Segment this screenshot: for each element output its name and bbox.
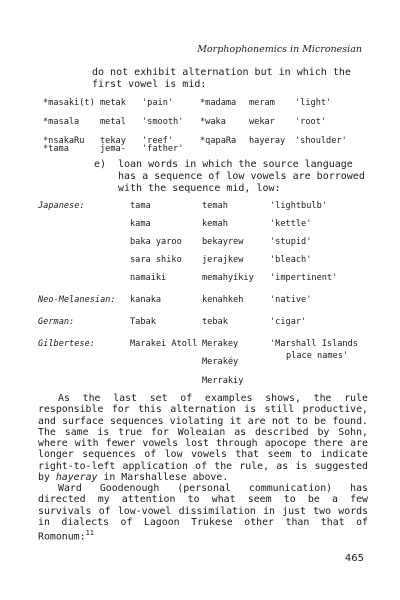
proto-form: *tama [43, 144, 69, 154]
source-word: sara shiko [130, 255, 182, 265]
proto-form: *masaki(t) [43, 98, 95, 108]
borrowed-word: temah [202, 201, 228, 211]
borrowed-word: jerajkew [202, 255, 244, 265]
paragraph-text: in Marshallese above. [97, 472, 229, 484]
gloss: 'light' [295, 98, 332, 108]
paragraph-text: Ward Goodenough (personal communication) has directed my attention to what seem to be a few survivals of low-vowel dissimilation in just two words in dialects of Lagoon Trukese other than that of Romonum: [38, 483, 368, 543]
source-word: baka yaroo [130, 237, 182, 247]
gloss: 'lightbulb' [270, 201, 327, 211]
reflex-form: metal [100, 117, 126, 127]
reflex-form: meram [249, 98, 275, 108]
gloss: 'father' [142, 144, 184, 154]
gloss: 'native' [270, 295, 312, 305]
reflex-form: jema- [100, 144, 126, 154]
section-text: loan words in which the source language has a sequence of low vowels are borrowed with the sequence mid, low: [118, 159, 365, 194]
borrowed-word: Merrakiy [202, 376, 244, 386]
borrowed-word: Merakéy [202, 357, 239, 367]
gloss: 'reef' [142, 136, 174, 146]
page-number: 465 [344, 553, 364, 564]
gloss: 'shoulder' [295, 136, 347, 146]
borrowed-word: bekayrew [202, 237, 244, 247]
borrowed-word: Merakey [202, 339, 239, 349]
source-word: namaiki [130, 273, 167, 283]
proto-form: *masala [43, 117, 80, 127]
gloss: 'bleach' [270, 255, 312, 265]
proto-form: *waka [200, 117, 226, 127]
borrowed-word: kenahkeh [202, 295, 244, 305]
source-word: Tabak [130, 317, 156, 327]
source-word: tama [130, 201, 151, 211]
language-label: Gilbertese: [38, 339, 95, 349]
source-word: kanaka [130, 295, 162, 305]
gloss: 'smooth' [142, 117, 184, 127]
reflex-form: hayeray [249, 136, 286, 146]
gloss: 'root' [295, 117, 327, 127]
gloss: 'Marshall Islands [270, 339, 358, 349]
running-head: Morphophonemics in Micronesian [197, 44, 362, 55]
reflex-form: wekar [249, 117, 275, 127]
borrowed-word: kemah [202, 219, 228, 229]
proto-form: *qapaRa [200, 136, 237, 146]
italic-term: hayeray [55, 472, 98, 484]
language-label: Neo-Melanesian: [38, 295, 116, 305]
source-word: kama [130, 219, 151, 229]
paragraph-text: As the last set of examples shows, the rule responsible for this alternation is still productive, and surface sequences violating it are not to be found. The same is true for Woleaian as described by Sohn, where with fewer vowels lost through apocope there are longer sequences of low vowels that seem to indicate right-to-left application of the rule, as is suggested by [38, 393, 368, 484]
language-label: Japanese: [38, 201, 85, 211]
paragraph [38, 483, 368, 543]
gloss: 'stupid' [270, 237, 312, 247]
proto-form: *madama [200, 98, 237, 108]
source-word: Marakei Atoll [130, 339, 198, 349]
proto-form: *nsakaRu [43, 136, 85, 146]
paragraph [38, 393, 368, 483]
borrowed-word: tebak [202, 317, 228, 327]
gloss: 'cigar' [270, 317, 307, 327]
gloss: 'kettle' [270, 219, 312, 229]
gloss: place names' [286, 351, 349, 361]
section-label: e) [94, 159, 107, 170]
gloss: 'impertinent' [270, 273, 338, 283]
reflex-form: tekay [100, 136, 126, 146]
borrowed-word: memahyikiy [202, 273, 254, 283]
reflex-form: metak [100, 98, 126, 108]
language-label: German: [38, 317, 75, 327]
footnote-marker: 11 [85, 529, 94, 538]
intro-text: do not exhibit alternation but in which the first vowel is mid: [92, 67, 351, 90]
gloss: 'pain' [142, 98, 174, 108]
